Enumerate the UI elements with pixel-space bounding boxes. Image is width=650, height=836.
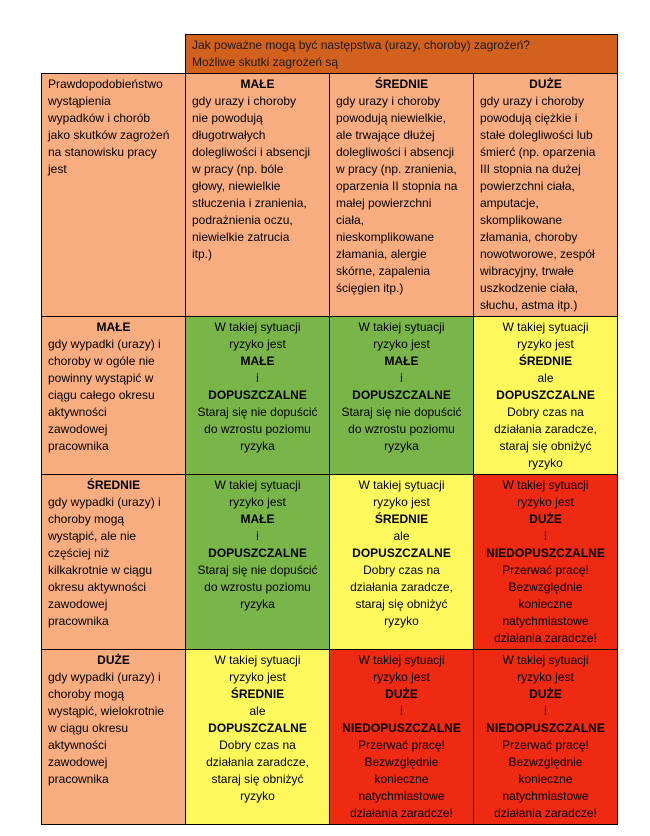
risk-cell [186, 475, 330, 650]
column-description: gdy urazy i choroby nie powodują długotrwałych dolegliwości i absencji w pracy (np. bóle głowy, niewielkie stłuczenia i zranienia, podrażnienia oczu, niewielkie zatrucia itp.) [192, 94, 311, 261]
header-subtitle: Możliwe skutki zagrożeń są [192, 55, 339, 69]
risk-intro: W takiej sytuacji ryzyko jest [358, 653, 445, 684]
risk-verdict: NIEDOPUSZCZALNE [486, 546, 605, 560]
probability-label: Prawdopodobieństwo wystąpienia wypadków i chorób jako skutków zagrożeń na stanowisku pracy jest [48, 77, 170, 176]
risk-level: MAŁE [240, 354, 275, 368]
risk-advice: Dobry czas na działania zaradcze, staraj się obniżyć ryzyko [206, 738, 309, 803]
row-header-small [42, 317, 186, 475]
risk-advice: Przerwać pracę! Bezwzględnie konieczne natychmiastowe działania zaradcze! [494, 563, 597, 645]
risk-advice: Dobry czas na działania zaradcze, staraj się obniżyć ryzyko [350, 563, 453, 628]
risk-level: ŚREDNIE [374, 512, 429, 526]
risk-cell [474, 650, 618, 825]
risk-intro: W takiej sytuacji ryzyko jest [502, 653, 589, 684]
probability-label-cell [42, 74, 186, 317]
row-title: MAŁE [96, 320, 131, 334]
risk-advice: Przerwać pracę! Bezwzględnie konieczne natychmiastowe działania zaradcze! [494, 738, 597, 820]
risk-verdict: DOPUSZCZALNE [496, 388, 595, 402]
risk-advice: Dobry czas na działania zaradcze, staraj się obniżyć ryzyko [494, 405, 597, 470]
column-description: gdy urazy i choroby powodują ciężkie i stałe dolegliwości lub śmierć (np. oparzenia III stopnia na dużej powierzchni ciała, amputacje, skomplikowane złamania, choroby nowotworowe, zespół wibracyjny, trwałe uszkodzenie ciała, słuchu, astma itp.) [480, 94, 596, 312]
risk-verdict: DOPUSZCZALNE [208, 388, 307, 402]
risk-conjunction: i [256, 371, 259, 385]
risk-matrix-table [41, 34, 618, 825]
risk-advice: Staraj się nie dopuścić do wzrostu poziomu ryzyka [197, 405, 318, 453]
risk-advice: Przerwać pracę! Bezwzględnie konieczne natychmiastowe działania zaradcze! [350, 738, 453, 820]
row-description: gdy wypadki (urazy) i choroby w ogóle nie powinny wystąpić w ciągu całego okresu aktywności zawodowej pracownika [48, 337, 161, 453]
risk-conjunction: i [256, 529, 259, 543]
row-title: ŚREDNIE [86, 478, 141, 492]
risk-level: DUŻE [385, 687, 418, 701]
row-title: DUŻE [97, 653, 130, 667]
risk-cell [474, 317, 618, 475]
risk-cell [330, 475, 474, 650]
risk-conjunction: i [544, 704, 547, 718]
risk-conjunction: i [544, 529, 547, 543]
blank-corner [42, 35, 186, 74]
risk-verdict: DOPUSZCZALNE [208, 721, 307, 735]
risk-cell [186, 317, 330, 475]
risk-cell [474, 475, 618, 650]
risk-level: DUŻE [529, 687, 562, 701]
risk-level: ŚREDNIE [230, 687, 285, 701]
risk-level: MAŁE [240, 512, 275, 526]
risk-verdict: DOPUSZCZALNE [352, 388, 451, 402]
row-header-large [42, 650, 186, 825]
column-title: DUŻE [529, 77, 562, 91]
row-header-medium [42, 475, 186, 650]
risk-level: ŚREDNIE [518, 354, 573, 368]
risk-verdict: NIEDOPUSZCZALNE [342, 721, 461, 735]
risk-verdict: DOPUSZCZALNE [352, 546, 451, 560]
risk-cell [330, 317, 474, 475]
risk-advice: Staraj się nie dopuścić do wzrostu poziomu ryzyka [197, 563, 318, 611]
column-title: ŚREDNIE [374, 77, 429, 91]
risk-intro: W takiej sytuacji ryzyko jest [358, 320, 445, 351]
column-header-small [186, 74, 330, 317]
risk-intro: W takiej sytuacji ryzyko jest [214, 320, 301, 351]
risk-cell [186, 650, 330, 825]
column-title: MAŁE [240, 77, 275, 91]
risk-intro: W takiej sytuacji ryzyko jest [214, 478, 301, 509]
column-header-medium [330, 74, 474, 317]
header-question: Jak poważne mogą być następstwa (urazy, choroby) zagrożeń? [192, 38, 530, 52]
risk-intro: W takiej sytuacji ryzyko jest [502, 320, 589, 351]
risk-conjunction: ale [393, 529, 410, 543]
risk-intro: W takiej sytuacji ryzyko jest [502, 478, 589, 509]
risk-level: DUŻE [529, 512, 562, 526]
risk-verdict: NIEDOPUSZCZALNE [486, 721, 605, 735]
risk-verdict: DOPUSZCZALNE [208, 546, 307, 560]
risk-conjunction: i [400, 371, 403, 385]
risk-intro: W takiej sytuacji ryzyko jest [214, 653, 301, 684]
row-description: gdy wypadki (urazy) i choroby mogą wystąpić, wielokrotnie w ciągu okresu aktywności zawodowej pracownika [48, 670, 165, 786]
row-description: gdy wypadki (urazy) i choroby mogą wystąpić, ale nie częściej niż kilkakrotnie w ciągu okresu aktywności zawodowej pracownika [48, 495, 161, 628]
risk-advice: Staraj się nie dopuścić do wzrostu poziomu ryzyka [341, 405, 462, 453]
risk-conjunction: ale [249, 704, 266, 718]
column-header-large [474, 74, 618, 317]
column-description: gdy urazy i choroby powodują niewielkie, ale trwające dłużej dolegliwości i absencji w pracy (np. zranienia, oparzenia II stopnia na małej powierzchni ciała, nieskomplikowane złamania, alergie skórne, zapalenia ścięgien itp.) [336, 94, 458, 295]
risk-cell [330, 650, 474, 825]
risk-conjunction: ale [537, 371, 554, 385]
risk-intro: W takiej sytuacji ryzyko jest [358, 478, 445, 509]
risk-level: MAŁE [384, 354, 419, 368]
consequences-header [186, 35, 618, 74]
risk-conjunction: i [400, 704, 403, 718]
